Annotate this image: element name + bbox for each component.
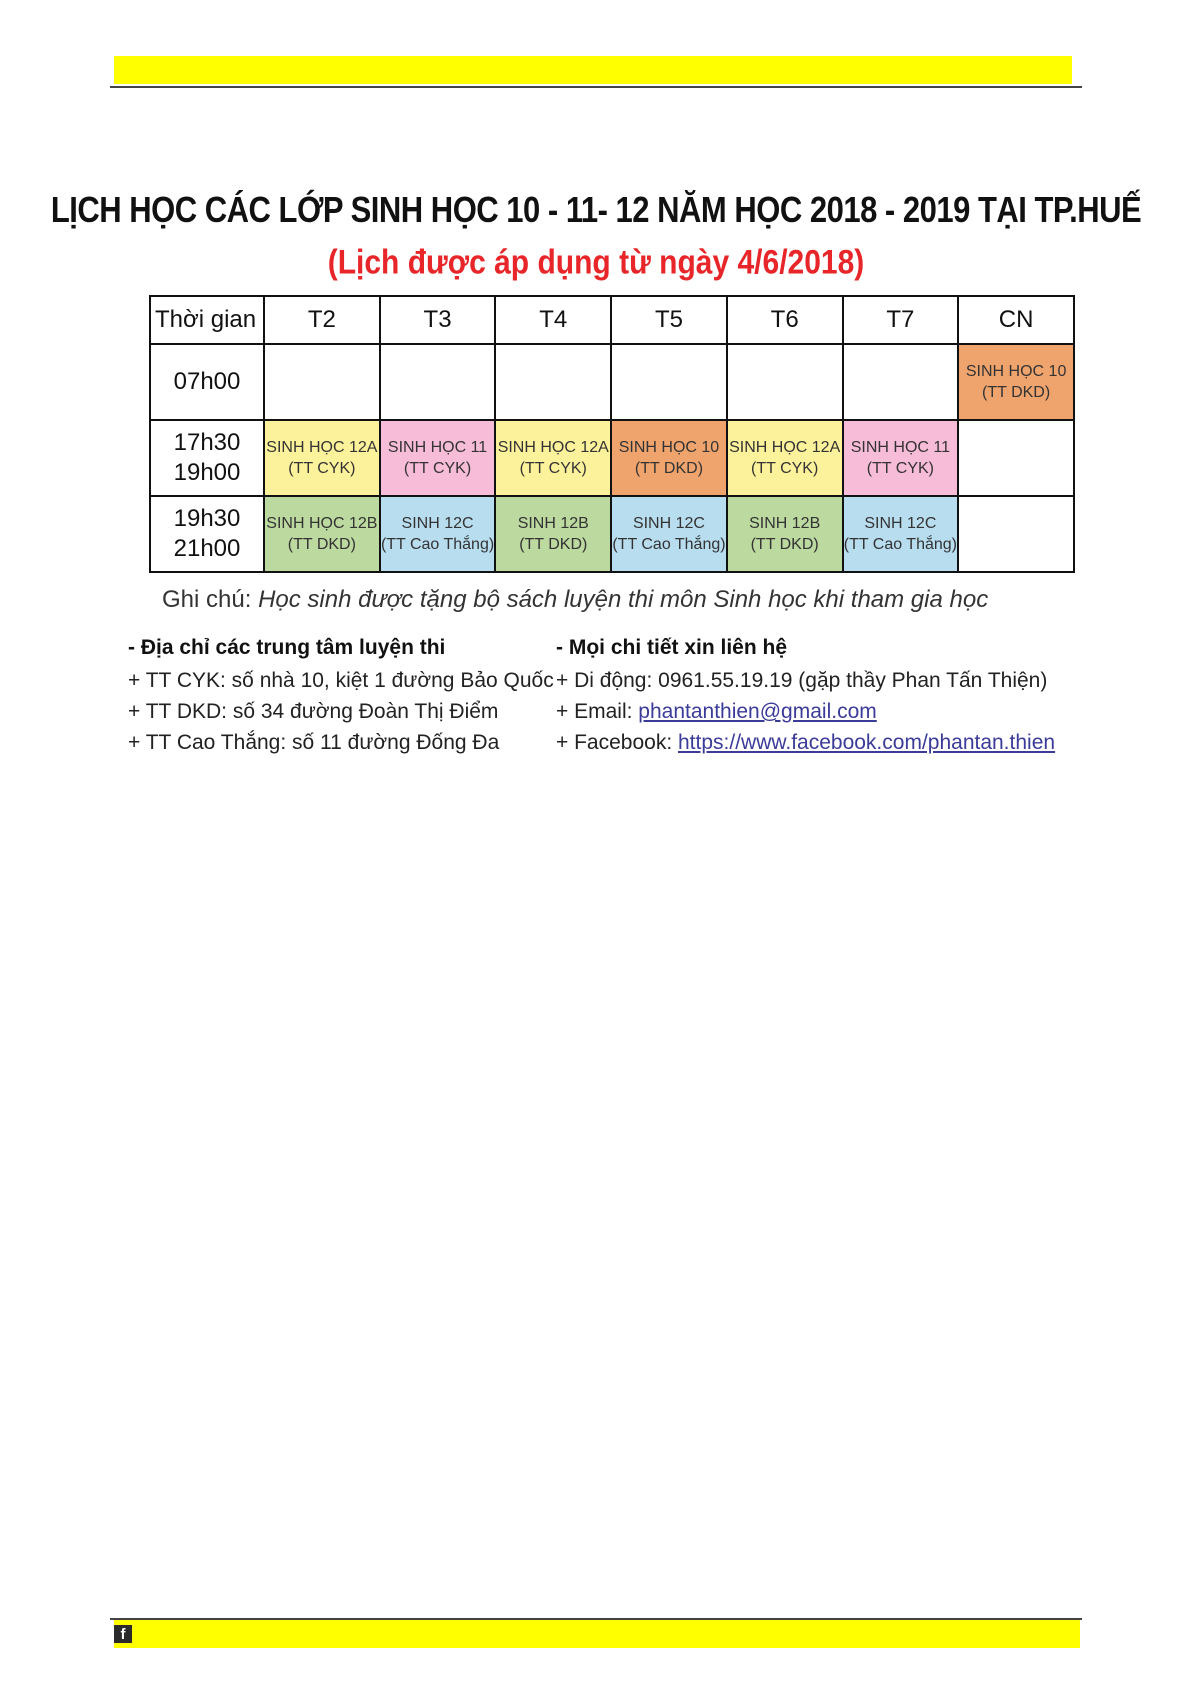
class-center: (TT DKD): [634, 460, 704, 477]
class-center: (TT Cao Thắng): [843, 536, 957, 553]
class-cell: [264, 420, 380, 496]
class-center: (TT CYK): [288, 460, 356, 477]
day-header: T7: [843, 296, 959, 344]
class-name: SINH HỌC 12A: [266, 439, 378, 456]
empty-cell: [727, 344, 843, 420]
contact-section: [556, 632, 1096, 758]
day-header: T5: [611, 296, 727, 344]
empty-cell: [380, 344, 496, 420]
class-cell: [495, 496, 611, 572]
contact-facebook-line: [556, 727, 1096, 758]
time-slot-label: 21h00: [173, 535, 241, 562]
schedule-row: [150, 420, 1074, 496]
class-name: SINH 12C: [864, 515, 937, 532]
address-line: + TT CYK: số nhà 10, kiệt 1 đường Bảo Quốc: [128, 669, 554, 692]
class-name: SINH HỌC 11: [850, 439, 950, 456]
class-center: (TT CYK): [519, 460, 587, 477]
schedule-row: [150, 344, 1074, 420]
empty-cell: [495, 344, 611, 420]
contact-email-line: [556, 696, 1096, 727]
class-cell: [727, 420, 843, 496]
class-name: SINH HỌC 10: [965, 363, 1067, 380]
time-column-header: Thời gian: [150, 296, 264, 344]
class-cell: [958, 344, 1074, 420]
empty-cell: [958, 420, 1074, 496]
class-name: SINH 12C: [632, 515, 705, 532]
empty-cell: [611, 344, 727, 420]
page-title: LỊCH HỌC CÁC LỚP SINH HỌC 10 - 11- 12 NĂM HỌC 2018 - 2019 TẠI TP.HUẾ: [50, 188, 1142, 231]
class-center: (TT Cao Thắng): [612, 536, 726, 553]
time-slot-label: 19h30: [173, 505, 241, 532]
class-cell: [264, 496, 380, 572]
email-link[interactable]: phantanthien@gmail.com: [638, 700, 877, 723]
header-rule: [110, 86, 1082, 88]
class-name: SINH HỌC 12A: [497, 439, 609, 456]
class-name: SINH 12B: [517, 515, 589, 532]
header-bar: [114, 56, 1072, 84]
class-name: SINH HỌC 12A: [729, 439, 841, 456]
footer-bar: [114, 1620, 1080, 1648]
time-slot: [150, 496, 264, 572]
class-center: (TT DKD): [982, 384, 1051, 401]
class-cell: [380, 496, 496, 572]
class-center: (TT CYK): [751, 460, 819, 477]
class-name: SINH 12C: [401, 515, 474, 532]
class-cell: [611, 496, 727, 572]
email-label: + Email:: [556, 700, 639, 723]
class-name: SINH HỌC 11: [387, 439, 488, 456]
empty-cell: [843, 344, 959, 420]
schedule-header-row: [150, 296, 1074, 344]
class-cell: [611, 420, 727, 496]
class-cell: [495, 420, 611, 496]
class-name: SINH HỌC 12B: [266, 515, 378, 532]
time-slot: [150, 420, 264, 496]
day-header: T3: [380, 296, 496, 344]
class-cell: [843, 496, 959, 572]
class-name: SINH 12B: [749, 515, 821, 532]
day-header: T4: [495, 296, 611, 344]
address-line: + TT DKD: số 34 đường Đoàn Thị Điểm: [128, 700, 499, 723]
day-header: T2: [264, 296, 380, 344]
note-label: Ghi chú:: [162, 586, 252, 613]
schedule-note: [162, 586, 1092, 614]
time-slot-label: 19h00: [173, 459, 241, 486]
page-subtitle: (Lịch được áp dụng từ ngày 4/6/2018): [327, 243, 865, 282]
class-center: (TT DKD): [750, 536, 819, 553]
address-heading: - Địa chỉ các trung tâm luyện thi: [128, 636, 446, 659]
class-cell: [843, 420, 959, 496]
class-center: (TT Cao Thắng): [380, 536, 495, 553]
empty-cell: [958, 496, 1074, 572]
schedule-row: [150, 496, 1074, 572]
schedule-table: [149, 295, 1075, 573]
class-name: SINH HỌC 10: [618, 439, 720, 456]
address-section: [128, 632, 558, 758]
facebook-link[interactable]: https://www.facebook.com/phantan.thien: [678, 731, 1056, 754]
facebook-label: + Facebook:: [556, 731, 678, 754]
day-header: T6: [727, 296, 843, 344]
class-center: (TT DKD): [519, 536, 588, 553]
day-header: CN: [958, 296, 1074, 344]
class-cell: [727, 496, 843, 572]
class-center: (TT CYK): [403, 460, 472, 477]
address-line: + TT Cao Thắng: số 11 đường Đống Đa: [128, 731, 500, 754]
contact-heading: - Mọi chi tiết xin liên hệ: [556, 636, 788, 659]
time-slot: [150, 344, 264, 420]
facebook-icon[interactable]: f: [114, 1625, 132, 1643]
contact-phone: + Di động: 0961.55.19.19 (gặp thầy Phan Tấn Thiện): [556, 669, 1048, 692]
time-slot-label: 07h00: [173, 368, 241, 395]
class-center: (TT CYK): [866, 460, 934, 477]
class-cell: [380, 420, 496, 496]
time-slot-label: 17h30: [173, 429, 241, 456]
empty-cell: [264, 344, 380, 420]
note-text: Học sinh được tặng bộ sách luyện thi môn Sinh học khi tham gia học: [258, 586, 989, 613]
class-center: (TT DKD): [287, 536, 356, 553]
